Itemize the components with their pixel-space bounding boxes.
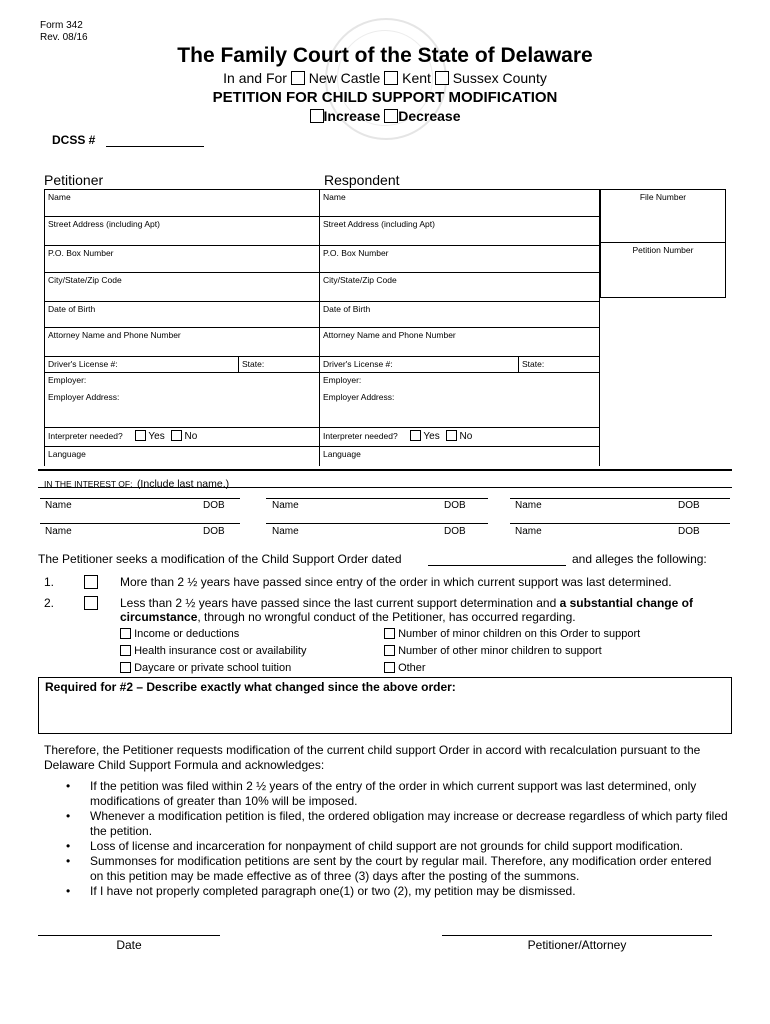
- respondent-pobox-field[interactable]: P.O. Box Number: [320, 245, 600, 272]
- respondent-street-field[interactable]: Street Address (including Apt): [320, 216, 600, 245]
- child-2-field[interactable]: [266, 498, 488, 499]
- child-3-name-label: Name: [515, 500, 542, 511]
- acknowledgment-item: • Whenever a modification petition is filed, the ordered obligation may increase or decrease regardless of which party filed the petition.: [38, 809, 728, 839]
- form-info: [40, 20, 88, 44]
- petitioner-interpreter-no-checkbox[interactable]: [171, 430, 182, 441]
- petition-title: PETITION FOR CHILD SUPPORT MODIFICATION: [212, 89, 558, 106]
- child-5-name-label: Name: [272, 526, 299, 537]
- child-4-dob-label: DOB: [203, 526, 225, 537]
- change-health-insurance: Health insurance cost or availability: [120, 645, 306, 657]
- respondent-attorney-field[interactable]: Attorney Name and Phone Number: [320, 327, 600, 356]
- respondent-interpreter-row: Interpreter needed? Yes No: [320, 427, 600, 446]
- change-other: Other: [384, 662, 426, 674]
- child-3-field[interactable]: [510, 498, 730, 499]
- respondent-license-field[interactable]: Driver's License #:: [320, 356, 518, 372]
- other-children-checkbox[interactable]: [384, 645, 395, 656]
- seeks-text: The Petitioner seeks a modification of the Child Support Order dated: [38, 552, 402, 566]
- petitioner-name-field[interactable]: Name: [44, 189, 320, 216]
- minor-children-checkbox[interactable]: [384, 628, 395, 639]
- form-number: Form 342: [40, 20, 83, 31]
- child-5-dob-label: DOB: [444, 526, 466, 537]
- modification-type: [0, 108, 770, 124]
- petitioner-pobox-field[interactable]: P.O. Box Number: [44, 245, 320, 272]
- county-line: In and For New Castle Kent Sussex County: [223, 70, 547, 86]
- petitioner-language-field[interactable]: Language: [44, 446, 320, 466]
- section-divider: [38, 469, 732, 471]
- sussex-checkbox[interactable]: [435, 71, 449, 85]
- item-1-text: More than 2 ½ years have passed since entry of the order in which current support was last determined.: [120, 575, 672, 589]
- increase-label: Increase: [323, 108, 381, 124]
- court-title: The Family Court of the State of Delaware: [177, 44, 593, 67]
- new-castle-checkbox[interactable]: [291, 71, 305, 85]
- item-2-number: 2.: [44, 596, 55, 610]
- kent-checkbox[interactable]: [384, 71, 398, 85]
- respondent-employer-field[interactable]: Employer:: [320, 372, 600, 390]
- change-minor-children: Number of minor children on this Order to support: [384, 628, 640, 640]
- petitioner-employer-address-field[interactable]: Employer Address:: [44, 390, 320, 427]
- petitioner-interpreter-yes-checkbox[interactable]: [135, 430, 146, 441]
- child-2-name-label: Name: [272, 500, 299, 511]
- order-date-field[interactable]: [428, 565, 566, 566]
- required-label: Required for #2 – Describe exactly what changed since the above order:: [45, 680, 456, 694]
- child-6-name-label: Name: [515, 526, 542, 537]
- child-1-name-label: Name: [45, 500, 72, 511]
- petitioner-employer-field[interactable]: Employer:: [44, 372, 320, 390]
- petitioner-license-field[interactable]: Driver's License #:: [44, 356, 238, 372]
- form-revision: Rev. 08/16: [40, 32, 88, 43]
- other-checkbox[interactable]: [384, 662, 395, 673]
- interest-label: IN THE INTEREST OF: (Include last name.): [44, 478, 230, 490]
- child-1-field[interactable]: [40, 498, 240, 499]
- date-label: Date: [116, 938, 142, 952]
- dcss-field[interactable]: [106, 146, 204, 147]
- therefore-text: Therefore, the Petitioner requests modification of the current child support Order in accord with recalculation pursuant to the Delaware Child Support Formula and acknowledges:: [44, 743, 701, 772]
- sussex-label: Sussex County: [452, 70, 547, 86]
- petitioner-dob-field[interactable]: Date of Birth: [44, 301, 320, 327]
- respondent-interpreter-yes-checkbox[interactable]: [410, 430, 421, 441]
- item-2-text: Less than 2 ½ years have passed since the last current support determination and a substantial change of circumstance, through no wrongful conduct of the Petitioner, has occurred regarding.: [120, 596, 693, 624]
- acknowledgment-item: • Summonses for modification petitions are sent by the court by regular mail. Therefore, any modification order entered on this petition may be made effective as of three (3) days after the posting of the summons.: [38, 854, 728, 884]
- child-6-field[interactable]: [510, 523, 730, 524]
- respondent-heading: Respondent: [324, 172, 400, 188]
- file-number-field[interactable]: File Number: [600, 189, 726, 243]
- acknowledgment-list: [38, 779, 728, 899]
- child-2-dob-label: DOB: [444, 500, 466, 511]
- item-2-checkbox[interactable]: [84, 596, 98, 610]
- income-checkbox[interactable]: [120, 628, 131, 639]
- petitioner-heading: Petitioner: [44, 172, 104, 188]
- change-income: Income or deductions: [120, 628, 239, 640]
- petitioner-signature-label: Petitioner/Attorney: [527, 938, 627, 952]
- decrease-label: Decrease: [398, 108, 461, 124]
- increase-checkbox[interactable]: [310, 109, 324, 123]
- child-4-name-label: Name: [45, 526, 72, 537]
- respondent-name-field[interactable]: Name: [320, 189, 600, 216]
- petition-number-field[interactable]: Petition Number: [600, 243, 726, 298]
- health-insurance-checkbox[interactable]: [120, 645, 131, 656]
- acknowledgment-item: • If the petition was filed within 2 ½ years of the entry of the order in which current support was last determined, only modifications of greater than 10% will be imposed.: [38, 779, 728, 809]
- change-daycare: Daycare or private school tuition: [120, 662, 291, 674]
- petitioner-street-field[interactable]: Street Address (including Apt): [44, 216, 320, 245]
- change-description-box[interactable]: [38, 677, 732, 734]
- dcss-label: DCSS #: [52, 133, 96, 147]
- petitioner-signature-line[interactable]: [442, 935, 712, 936]
- item-1-number: 1.: [44, 575, 55, 589]
- respondent-employer-address-field[interactable]: Employer Address:: [320, 390, 600, 427]
- respondent-city-field[interactable]: City/State/Zip Code: [320, 272, 600, 301]
- child-3-dob-label: DOB: [678, 500, 700, 511]
- kent-label: Kent: [402, 70, 431, 86]
- respondent-state-field[interactable]: State:: [518, 356, 600, 372]
- daycare-checkbox[interactable]: [120, 662, 131, 673]
- child-1-dob-label: DOB: [203, 500, 225, 511]
- acknowledgment-item: • Loss of license and incarceration for nonpayment of child support are not grounds for child support modification.: [38, 839, 728, 854]
- alleges-text: and alleges the following:: [572, 552, 707, 566]
- change-other-children: Number of other minor children to support: [384, 645, 602, 657]
- decrease-checkbox[interactable]: [384, 109, 398, 123]
- petitioner-city-field[interactable]: City/State/Zip Code: [44, 272, 320, 301]
- petitioner-state-field[interactable]: State:: [238, 356, 320, 372]
- petitioner-interpreter-row: Interpreter needed? Yes No: [44, 427, 320, 446]
- child-6-dob-label: DOB: [678, 526, 700, 537]
- acknowledgment-item: • If I have not properly completed paragraph one(1) or two (2), my petition may be dismissed.: [38, 884, 728, 899]
- petitioner-attorney-field[interactable]: Attorney Name and Phone Number: [44, 327, 320, 356]
- date-signature-line[interactable]: [38, 935, 220, 936]
- respondent-dob-field[interactable]: Date of Birth: [320, 301, 600, 327]
- item-1-checkbox[interactable]: [84, 575, 98, 589]
- child-4-field[interactable]: [40, 523, 240, 524]
- child-5-field[interactable]: [266, 523, 488, 524]
- respondent-interpreter-no-checkbox[interactable]: [446, 430, 457, 441]
- new-castle-label: New Castle: [308, 70, 381, 86]
- respondent-language-field[interactable]: Language: [320, 446, 600, 466]
- interest-divider: [38, 487, 732, 488]
